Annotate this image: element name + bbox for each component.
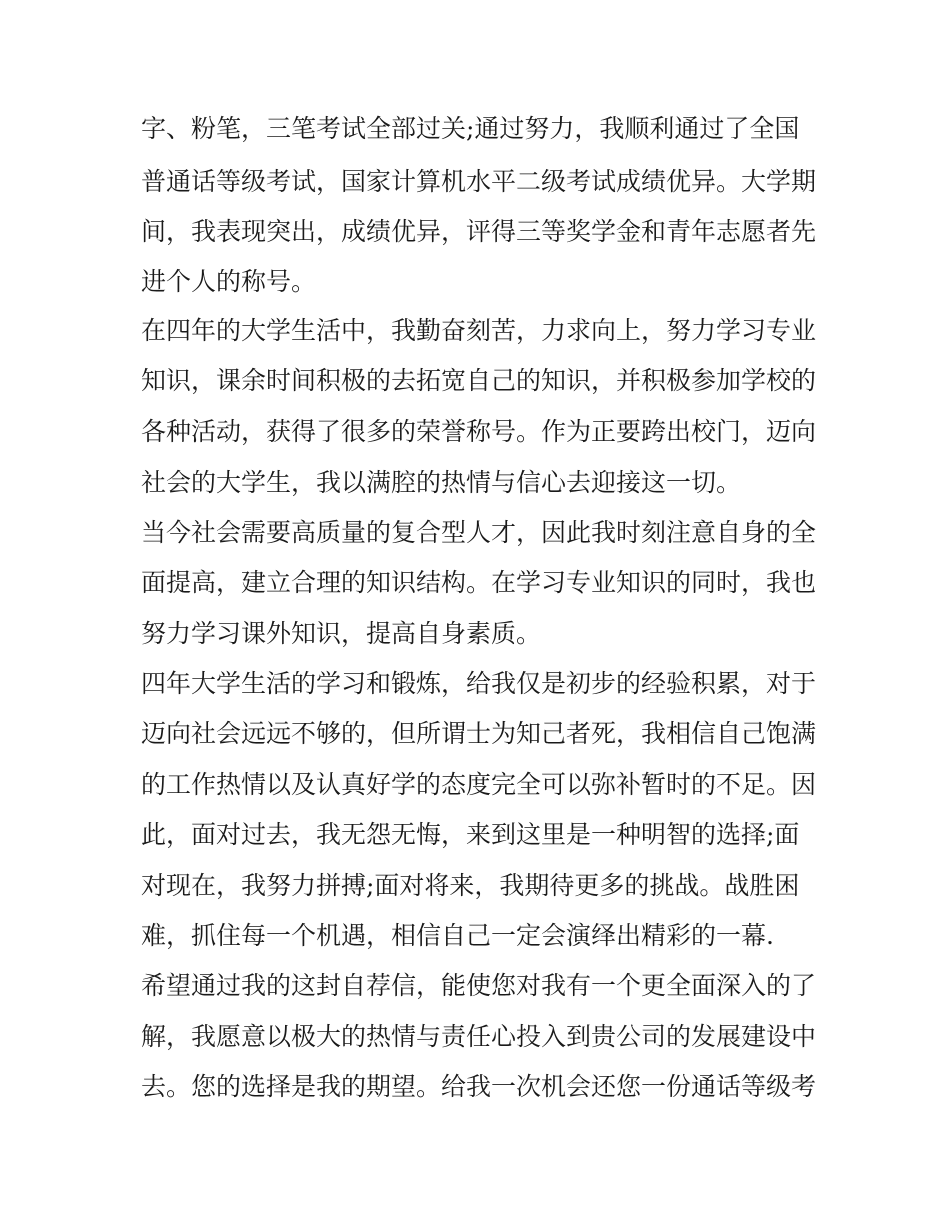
text-line: 普通话等级考试，国家计算机水平二级考试成绩优异。大学期 — [141, 167, 817, 196]
text-line: 的工作热情以及认真好学的态度完全可以弥补暂时的不足。因 — [141, 770, 817, 799]
text-line: 难，抓住每一个机遇，相信自己一定会演绎出精彩的一幕. — [141, 921, 774, 950]
text-line: 努力学习课外知识，提高自身素质。 — [141, 619, 542, 648]
text-line: 字、粉笔，三笔考试全部过关;通过努力，我顺利通过了全国 — [141, 114, 800, 143]
text-line: 在四年的大学生活中，我勤奋刻苦，力求向上，努力学习专业 — [141, 316, 817, 345]
text-line: 希望通过我的这封自荐信，能使您对我有一个更全面深入的了 — [141, 971, 817, 1000]
text-line: 各种活动，获得了很多的荣誉称号。作为正要跨出校门，迈向 — [141, 417, 817, 446]
text-line: 解，我愿意以极大的热情与责任心投入到贵公司的发展建设中 — [141, 1022, 817, 1051]
text-line: 当今社会需要高质量的复合型人才，因此我时刻注意自身的全 — [141, 518, 817, 547]
text-line: 间，我表现突出，成绩优异，评得三等奖学金和青年志愿者先 — [141, 217, 817, 246]
text-line: 四年大学生活的学习和锻炼，给我仅是初步的经验积累，对于 — [141, 669, 817, 698]
text-line: 知识，课余时间积极的去拓宽自己的知识，并积极参加学校的 — [141, 366, 817, 395]
text-line: 此，面对过去，我无怨无悔，来到这里是一种明智的选择;面 — [141, 820, 800, 849]
text-line: 面提高，建立合理的知识结构。在学习专业知识的同时，我也 — [141, 568, 817, 597]
text-line: 社会的大学生，我以满腔的热情与信心去迎接这一切。 — [141, 468, 742, 497]
text-line: 去。您的选择是我的期望。给我一次机会还您一份通话等级考 — [141, 1072, 817, 1101]
text-line: 进个人的称号。 — [141, 267, 317, 296]
text-line: 对现在，我努力拼搏;面对将来，我期待更多的挑战。战胜困 — [141, 871, 800, 900]
text-line: 迈向社会远远不够的，但所谓士为知己者死，我相信自己饱满 — [141, 719, 817, 748]
